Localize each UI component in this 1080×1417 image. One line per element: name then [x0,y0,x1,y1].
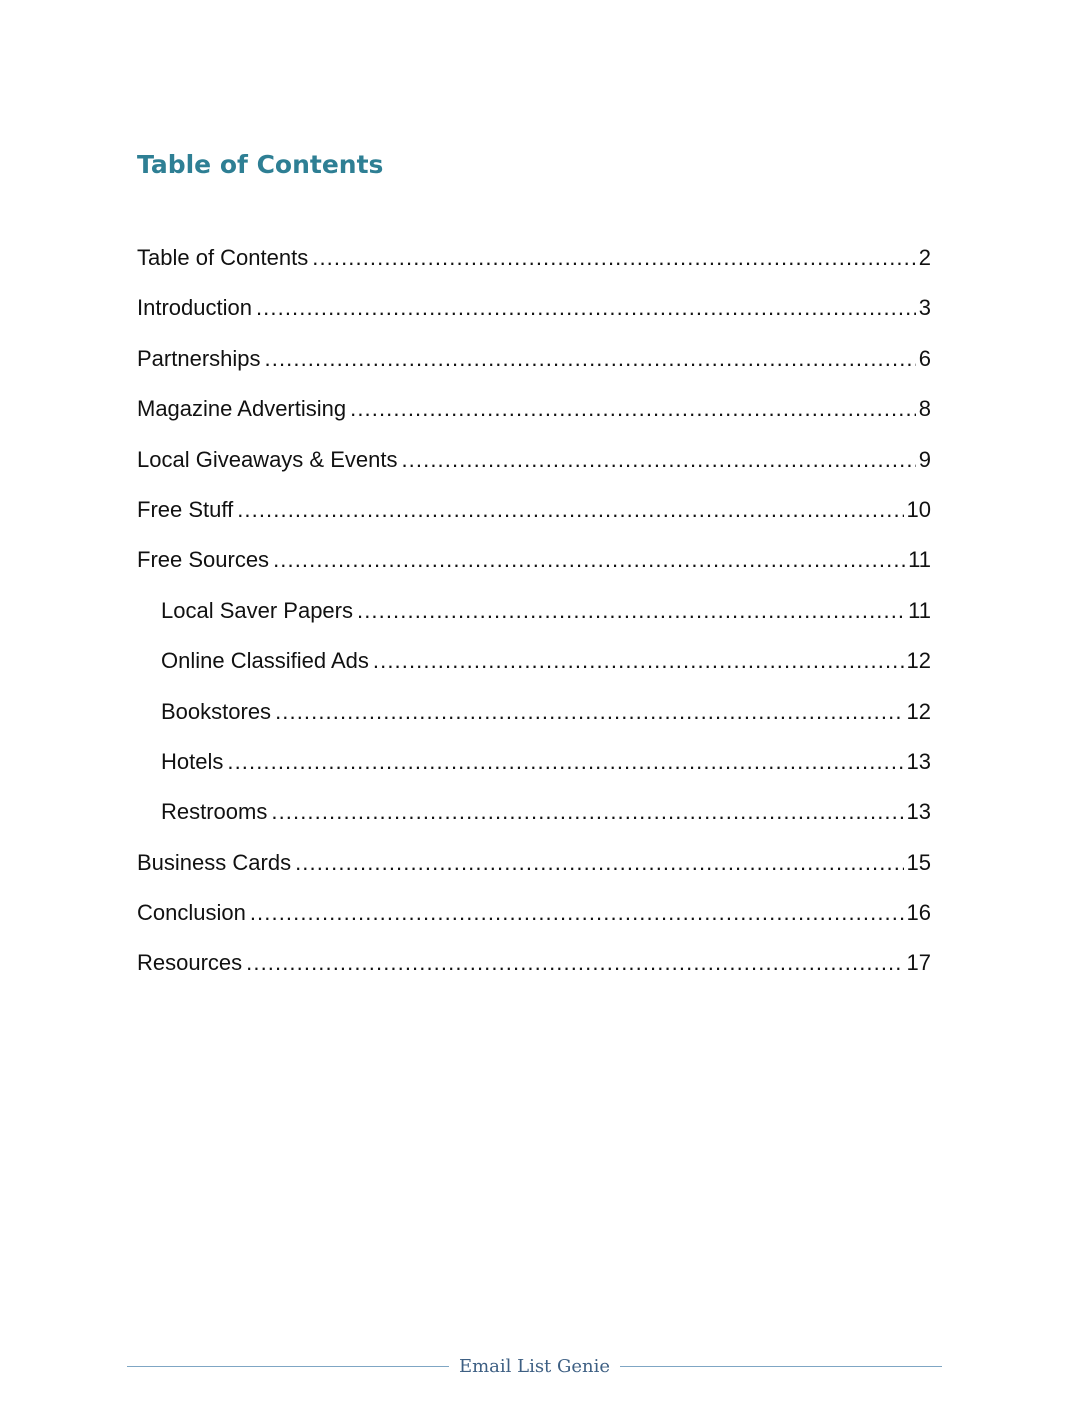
toc-entry-title: Bookstores [161,698,272,724]
toc-entry-page: 6 [918,345,931,371]
toc-entry-page: 13 [906,748,931,774]
toc-dot-leader [350,391,916,427]
toc-entry-page: 11 [908,547,931,573]
toc-entry[interactable] [137,895,931,945]
toc-entry[interactable] [137,492,931,542]
toc-dot-leader [256,290,916,326]
toc-dot-leader [246,945,903,981]
toc-entry[interactable] [137,391,931,441]
toc-entry[interactable] [137,341,931,391]
toc-heading: Table of Contents [137,150,384,179]
toc-entry-page: 11 [908,597,931,623]
toc-dot-leader [401,442,915,478]
footer-rule-left [127,1366,449,1367]
toc-entry-page: 2 [918,245,931,270]
toc-subentry[interactable] [137,643,931,693]
toc-dot-leader [357,593,905,629]
table-of-contents [137,240,931,996]
toc-subentry[interactable] [137,794,931,844]
toc-dot-leader [373,643,904,679]
toc-entry-title: Local Saver Papers [161,597,353,623]
toc-entry[interactable] [137,845,931,895]
toc-entry-page: 10 [906,496,931,522]
toc-entry[interactable] [137,542,931,592]
toc-dot-leader [227,744,903,780]
toc-entry-title: Free Stuff [137,496,234,522]
toc-entry-page: 13 [906,799,931,825]
toc-entry[interactable] [137,945,931,995]
toc-dot-leader [273,542,905,578]
toc-entry-title: Free Sources [137,547,270,573]
toc-subentry[interactable] [137,593,931,643]
toc-entry[interactable] [137,442,931,492]
toc-entry-title: Resources [137,950,243,976]
toc-subentry[interactable] [137,694,931,744]
toc-subentry[interactable] [137,744,931,794]
toc-entry-title: Local Giveaways & Events [137,446,398,472]
toc-dot-leader [265,341,916,377]
footer-rule-right [620,1366,942,1367]
toc-dot-leader [271,794,903,830]
toc-entry-title: Business Cards [137,849,292,875]
toc-entry-page: 3 [918,295,931,321]
toc-dot-leader [295,845,903,881]
toc-entry-page: 12 [906,648,931,674]
toc-dot-leader [312,240,916,276]
toc-entry-title: Table of Contents [137,245,309,270]
toc-entry-title: Online Classified Ads [161,648,369,674]
toc-dot-leader [237,492,903,528]
toc-entry-title: Introduction [137,295,252,321]
toc-entry-title: Magazine Advertising [137,396,347,422]
toc-entry-page: 9 [918,446,931,472]
footer-title: Email List Genie [458,1355,611,1377]
toc-entry-title: Partnerships [137,345,261,371]
toc-entry-page: 8 [918,396,931,422]
toc-entry[interactable] [137,290,931,340]
toc-dot-leader [275,694,903,730]
toc-entry-page: 17 [906,950,931,976]
toc-dot-leader [250,895,904,931]
toc-entry-page: 12 [906,698,931,724]
toc-entry-title: Conclusion [137,900,246,926]
toc-entry-page: 15 [906,849,931,875]
page-footer [127,1352,942,1380]
toc-entry-page: 16 [906,900,931,926]
toc-entry-title: Hotels [161,748,224,774]
toc-entry-title: Restrooms [161,799,268,825]
toc-entry[interactable] [137,240,931,290]
